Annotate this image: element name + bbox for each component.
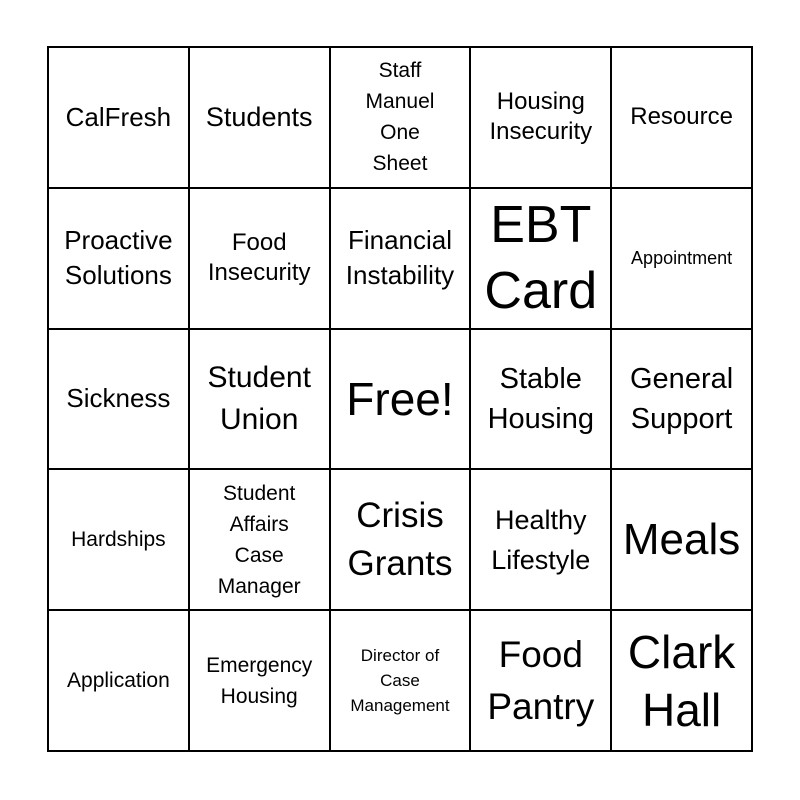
bingo-cell-r2c3[interactable] [331,189,472,330]
bingo-cell-r3c4[interactable] [471,330,612,471]
bingo-cell-r5c3[interactable] [331,611,472,752]
bingo-cell-r5c2[interactable] [190,611,331,752]
bingo-cell-r4c3[interactable] [331,470,472,611]
cell-label: Resource [630,103,733,131]
cell-label: Food Insecurity [207,229,311,287]
bingo-cell-r1c4[interactable] [471,48,612,189]
cell-label: Proactive Solutions [64,225,173,291]
bingo-cell-r3c1[interactable] [49,330,190,471]
cell-label: Housing Insecurity [489,88,593,146]
cell-label: Food Pantry [487,633,595,727]
cell-label: Students [205,102,313,133]
cell-label: Meals [622,514,741,564]
bingo-cell-r5c4[interactable] [471,611,612,752]
cell-label: Financial Instability [345,225,455,291]
cell-label: Emergency Housing [206,653,313,708]
bingo-cell-r4c4[interactable] [471,470,612,611]
bingo-card [47,46,753,752]
cell-label: Student Affairs Case Manager [217,481,301,598]
bingo-cell-r2c1[interactable] [49,189,190,330]
bingo-cell-r2c2[interactable] [190,189,331,330]
cell-label: Director of Case Management [350,646,450,716]
cell-label: Appointment [631,248,733,269]
cell-label: Student Union [207,360,311,436]
cell-label: Hardships [71,528,166,552]
bingo-cell-r4c5[interactable] [612,470,753,611]
cell-label: General Support [630,362,734,435]
bingo-cell-r2c5[interactable] [612,189,753,330]
bingo-cell-r3c2[interactable] [190,330,331,471]
cell-label: Sickness [66,383,171,414]
bingo-cell-r1c5[interactable] [612,48,753,189]
cell-label: Application [67,669,170,693]
cell-label: Staff Manuel One Sheet [365,59,435,176]
bingo-cell-r2c4[interactable] [471,189,612,330]
cell-label: Clark Hall [627,625,736,736]
bingo-cell-r5c5[interactable] [612,611,753,752]
bingo-cell-r4c2[interactable] [190,470,331,611]
bingo-cell-r4c1[interactable] [49,470,190,611]
bingo-cell-r3c5[interactable] [612,330,753,471]
cell-label: Crisis Grants [347,495,453,583]
cell-label: EBT Card [484,196,598,321]
bingo-cell-r1c2[interactable] [190,48,331,189]
bingo-cell-r1c3[interactable] [331,48,472,189]
bingo-cell-r5c1[interactable] [49,611,190,752]
cell-label: Free! [346,372,454,425]
cell-label: CalFresh [65,101,172,132]
bingo-cell-r1c1[interactable] [49,48,190,189]
cell-label: Stable Housing [487,362,594,435]
bingo-cell-r3c3-free[interactable] [331,330,472,471]
cell-label: Healthy Lifestyle [491,504,591,575]
